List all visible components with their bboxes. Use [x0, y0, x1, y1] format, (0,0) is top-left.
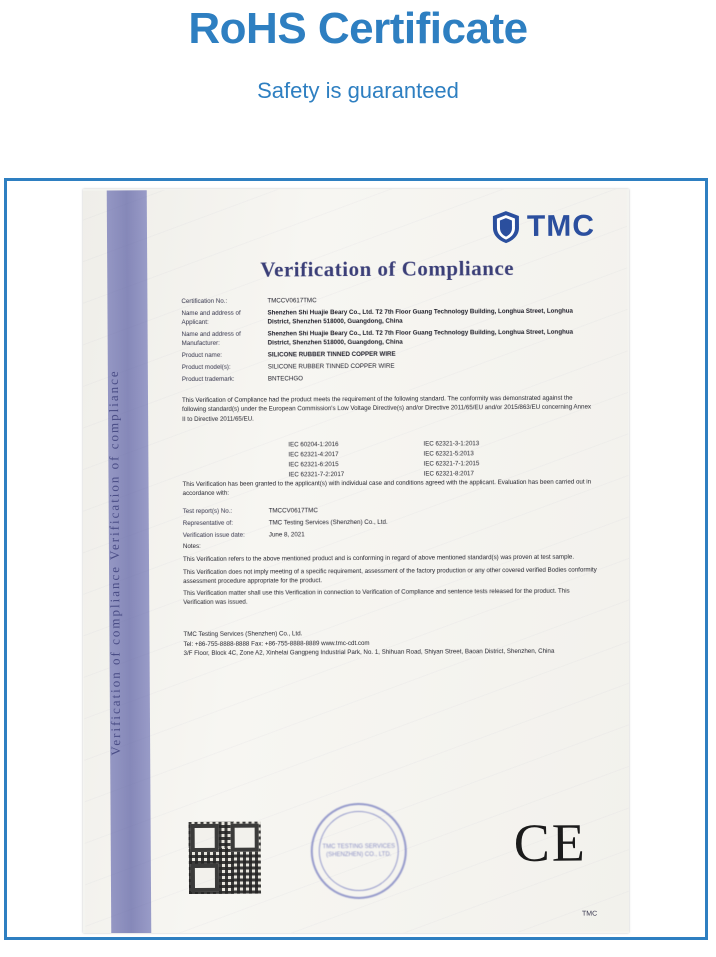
field-row	[183, 506, 597, 518]
field-value: Shenzhen Shi Huajie Beary Co., Ltd. T2 7th Floor Guang Technology Building, Longhua Street, Longhua District, Shenzhen 518000, Guangdong, China	[267, 328, 574, 347]
certificate-title: Verification of Compliance	[260, 256, 515, 282]
field-row	[182, 361, 596, 373]
field-value: TMCCV0617TMC	[267, 297, 317, 305]
standards-row	[288, 450, 548, 459]
standard-cell: IEC 62321-4:2017	[288, 451, 339, 459]
company-address	[183, 628, 597, 659]
standard-cell: IEC 60204-1:2016	[288, 441, 339, 449]
company-stamp	[310, 803, 407, 900]
evaluation-paragraph: This Verification has been granted to the applicant(s) with individual case and conditions agreed with the applicant. Evaluation has been carried out in accordance with:	[182, 478, 592, 498]
notes-heading: Notes:	[182, 542, 201, 551]
certificate-frame	[4, 178, 708, 940]
standard-cell: IEC 62321-3-1:2013	[423, 440, 480, 448]
certificate-body	[167, 189, 612, 933]
ce-mark: CE	[513, 812, 587, 874]
standard-cell: IEC 62321-8:2017	[423, 470, 474, 478]
field-label: Representative of:	[182, 519, 234, 528]
standard-cell: IEC 62321-7-2:2017	[288, 471, 345, 479]
certificate-sheet	[83, 189, 629, 933]
note-line: This Verification matter shall use this Verification in connection to Verification of Compliance and sentence tests released for the product. This Verification was issued.	[183, 587, 570, 607]
compliance-paragraph: This Verification of Compliance had the product meets the requirement of the following standard. The conformity was demonstrated against the following standard(s) under the European Commission's Low Voltage Directive(s) and/or Directive 2011/65/EU and/or 2015/863/EU concerning Annex II to Directive 2011/65/EU.	[181, 394, 592, 423]
standard-cell: IEC 62321-7-1:2015	[423, 460, 480, 468]
address-line: TMC Testing Services (Shenzhen) Co., Ltd.	[183, 630, 303, 639]
field-label: Verification issue date:	[182, 531, 245, 540]
tmc-shield-logo-icon	[491, 210, 521, 244]
page-subtitle: Safety is guaranteed	[257, 78, 459, 104]
field-label: Test report(s) No.:	[182, 507, 233, 516]
address-line: 3/F Floor, Block 4C, Zone A2, Xinhelai Gangpeng Industrial Park, No. 1, Shihuan Road, Shiyan Street, Baoan District, Shenzhen, China	[183, 648, 555, 658]
side-band-text: Verification of compliance Verification of compliance	[105, 369, 124, 756]
stamp-inner-text: TMC TESTING SERVICES (SHENZHEN) CO., LTD.	[319, 811, 399, 891]
field-row	[182, 349, 596, 361]
page-header	[0, 0, 716, 104]
field-label: Product name:	[181, 351, 223, 359]
notes-section	[183, 540, 597, 611]
field-row	[181, 296, 595, 308]
certificate-fields-secondary	[183, 506, 597, 544]
standards-table	[288, 440, 548, 482]
side-band-text-wrap	[94, 189, 134, 756]
standard-cell: IEC 62321-5:2013	[423, 450, 474, 458]
field-value: SILICONE RUBBER TINNED COPPER WIRE	[267, 350, 396, 359]
field-label: Name and address of Manufacturer:	[181, 330, 241, 347]
field-label: Name and address of Applicant:	[181, 309, 241, 327]
certificate-image	[83, 189, 629, 933]
field-row	[182, 373, 596, 385]
field-value: TMCCV0617TMC	[268, 507, 318, 515]
certificate-fields	[181, 296, 596, 388]
address-line: Tel: +86-755-8888-8888 Fax: +86-755-8888-8889 www.tmc-cdt.com	[183, 639, 370, 648]
field-value: June 8, 2021	[268, 531, 305, 539]
note-line: This Verification refers to the above mentioned product and is conforming in regard of above mentioned standard(s) was proven at test sample.	[182, 553, 575, 564]
tmc-logo-text: TMC	[526, 209, 596, 243]
field-label: Certification No.:	[181, 297, 228, 306]
standards-row	[288, 460, 548, 469]
field-row	[182, 328, 596, 348]
field-value: Shenzhen Shi Huajie Beary Co., Ltd. T2 7th Floor Guang Technology Building, Longhua Street, Longhua District, Shenzhen 518000, Guangdong, China	[267, 307, 573, 326]
field-value: SILICONE RUBBER TINNED COPPER WIRE	[267, 362, 395, 371]
footer-mark: TMC	[581, 910, 598, 918]
note-line: This Verification does not imply meeting of a specific requirement, assessment of the factory production or any other covered verified Bodies conformity assessment procedure appropriate for the product.	[183, 566, 597, 585]
page-title: RoHS Certificate	[188, 4, 528, 53]
standards-row	[288, 440, 548, 449]
field-label: Product trademark:	[181, 375, 235, 383]
tmc-logo	[491, 210, 595, 245]
standard-cell: IEC 62321-6:2015	[288, 461, 339, 469]
qr-code	[189, 822, 261, 894]
field-label: Product model(s):	[181, 363, 231, 371]
field-row	[183, 518, 597, 530]
field-value: TMC Testing Services (Shenzhen) Co., Ltd.	[268, 518, 388, 527]
field-row	[181, 308, 595, 328]
field-value: BNTECHGO	[267, 375, 303, 383]
